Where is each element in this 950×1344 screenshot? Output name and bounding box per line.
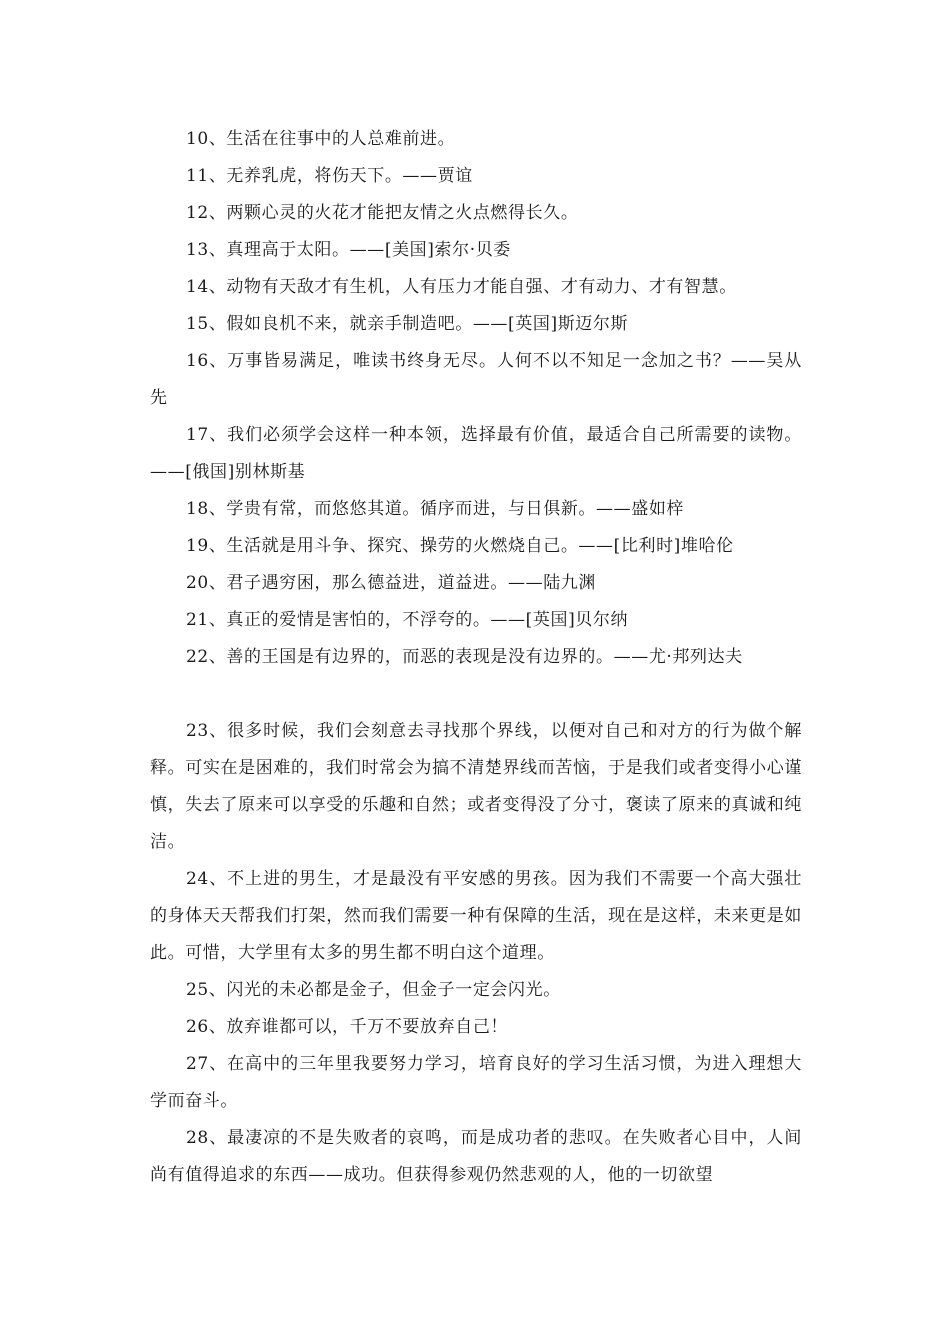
quote-12: 12、两颗心灵的火花才能把友情之火点燃得长久。 [186,203,579,223]
quote-18: 18、学贵有常，而悠悠其道。循序而进，与日俱新。——盛如梓 [186,499,685,519]
quote-20: 20、君子遇穷困，那么德益进，道益进。——陆九渊 [186,573,597,593]
quote-27: 27、在高中的三年里我要努力学习，培育良好的学习生活习惯，为进入理想大学而奋斗。 [150,1054,802,1111]
quote-14: 14、动物有天敌才有生机，人有压力才能自强、才有动力、才有智慧。 [186,277,737,297]
section-spacer [150,676,802,713]
quote-28: 28、最凄凉的不是失败者的哀鸣，而是成功者的悲叹。在失败者心目中，人间尚有值得追求的东西——成功。但获得参观仍然悲观的人，他的一切欲望 [150,1128,802,1185]
quote-21: 21、真正的爱情是害怕的，不浮夸的。——[英国]贝尔纳 [186,610,629,630]
quote-25: 25、闪光的未必都是金子，但金子一定会闪光。 [186,980,561,1000]
quote-23: 23、很多时候，我们会刻意去寻找那个界线，以便对自己和对方的行为做个解释。可实在是困难的，我们时常会为搞不清楚界线而苦恼，于是我们或者变得小心谨慎，失去了原来可以享受的乐趣和自然；或者变得没了分寸，褒读了原来的真诚和纯洁。 [150,721,802,852]
quote-13: 13、真理高于太阳。——[美国]索尔·贝委 [186,240,511,260]
quote-22: 22、善的王国是有边界的，而恶的表现是没有边界的。——尤·邦列达夫 [186,647,743,667]
quote-15: 15、假如良机不来，就亲手制造吧。——[英国]斯迈尔斯 [186,314,629,334]
quote-11: 11、无养乳虎，将伤天下。——贾谊 [186,166,473,186]
quote-16: 16、万事皆易满足，唯读书终身无尽。人何不以不知足一念加之书？——吴从先 [150,351,802,408]
quote-17: 17、我们必须学会这样一种本领，选择最有价值，最适合自己所需要的读物。——[俄国]别林斯基 [150,425,802,482]
document-body [150,121,802,1194]
quote-19: 19、生活就是用斗争、探究、操劳的火燃烧自己。——[比利时]堆哈伦 [186,536,734,556]
quote-26: 26、放弃谁都可以，千万不要放弃自己！ [186,1017,509,1037]
quote-24: 24、不上进的男生，才是最没有平安感的男孩。因为我们不需要一个高大强壮的身体天天帮我们打架，然而我们需要一种有保障的生活，现在是这样，未来更是如此。可惜，大学里有太多的男生都不明白这个道理。 [150,869,802,963]
quote-10: 10、生活在往事中的人总难前进。 [186,129,456,149]
